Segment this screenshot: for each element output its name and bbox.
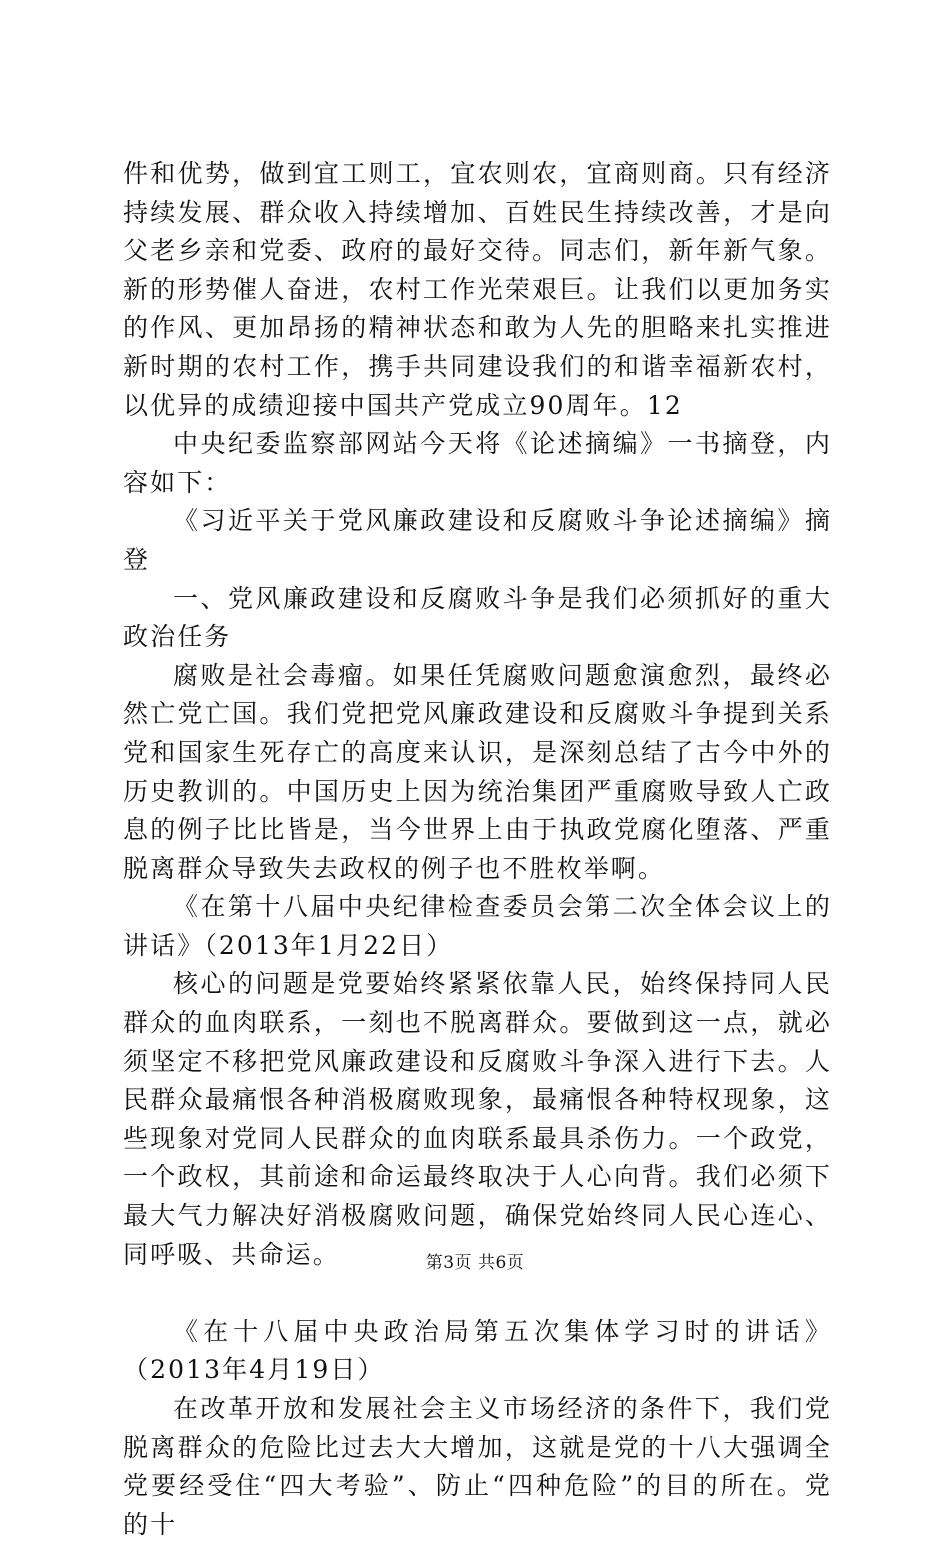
paragraph-reform: 在改革开放和发展社会主义市场经济的条件下，我们党脱离群众的危险比过去大大增加，这就是党的十八大强调全党要经受住“四大考验”、防止“四种危险”的目的所在。党的十 xyxy=(123,1394,832,1539)
paragraph-corruption: 腐败是社会毒瘤。如果任凭腐败问题愈演愈烈，最终必然亡党亡国。我们党把党风廉政建设和反腐败斗争提到关系党和国家生死存亡的高度来认识，是深刻总结了古今中外的历史教训的。中国历史上因为统治集团严重腐败导致人亡政息的例子比比皆是，当今世界上由于执政党腐化堕落、严重脱离群众导致失去政权的例子也不胜枚举啊。 xyxy=(123,660,832,883)
paragraph-core-issue: 核心的问题是党要始终紧紧依靠人民，始终保持同人民群众的血肉联系，一刻也不脱离群众。要做到这一点，就必须坚定不移把党风廉政建设和反腐败斗争深入进行下去。人民群众最痛恨各种消极腐败现象，最痛恨各种特权现象，这些现象对党同人民群众的血肉联系最具杀伤力。一个政党，一个政权，其前途和命运最终取决于人心向背。我们必须下最大气力解决好消极腐败问题，确保党始终同人民心连心、同呼吸、共命运。 xyxy=(123,969,832,1269)
paragraph-intro: 中央纪委监察部网站今天将《论述摘编》一书摘登，内容如下： xyxy=(123,429,832,497)
section-heading: 一、党风廉政建设和反腐败斗争是我们必须抓好的重大政治任务 xyxy=(123,583,832,652)
book-title-line: 《习近平关于党风廉政建设和反腐败斗争论述摘编》摘登 xyxy=(123,506,832,574)
paragraph-spacer xyxy=(0,1274,950,1313)
source-citation-1: 《在第十八届中央纪律检查委员会第二次全体会议上的讲话》（2013年1月22日） xyxy=(123,892,832,960)
paragraph-continuation: 件和优势，做到宜工则工，宜农则农，宜商则商。只有经济持续发展、群众收入持续增加、百姓民生持续改善，才是向父老乡亲和党委、政府的最好交待。同志们，新年新气象。新的形势催人奋进，农村工作光荣艰巨。让我们以更加务实的作风、更加昂扬的精神状态和敢为人先的胆略来扎实推进新时期的农村工作，携手共同建设我们的和谐幸福新农村，以优异的成绩迎接中国共产党成立90周年。12 xyxy=(123,159,832,420)
document-body xyxy=(0,155,950,1544)
page-number-footer: 第3页 共6页 xyxy=(425,1253,525,1273)
source-citation-2: 《在十八届中央政治局第五次集体学习时的讲话》（2013年4月19日） xyxy=(123,1316,832,1385)
